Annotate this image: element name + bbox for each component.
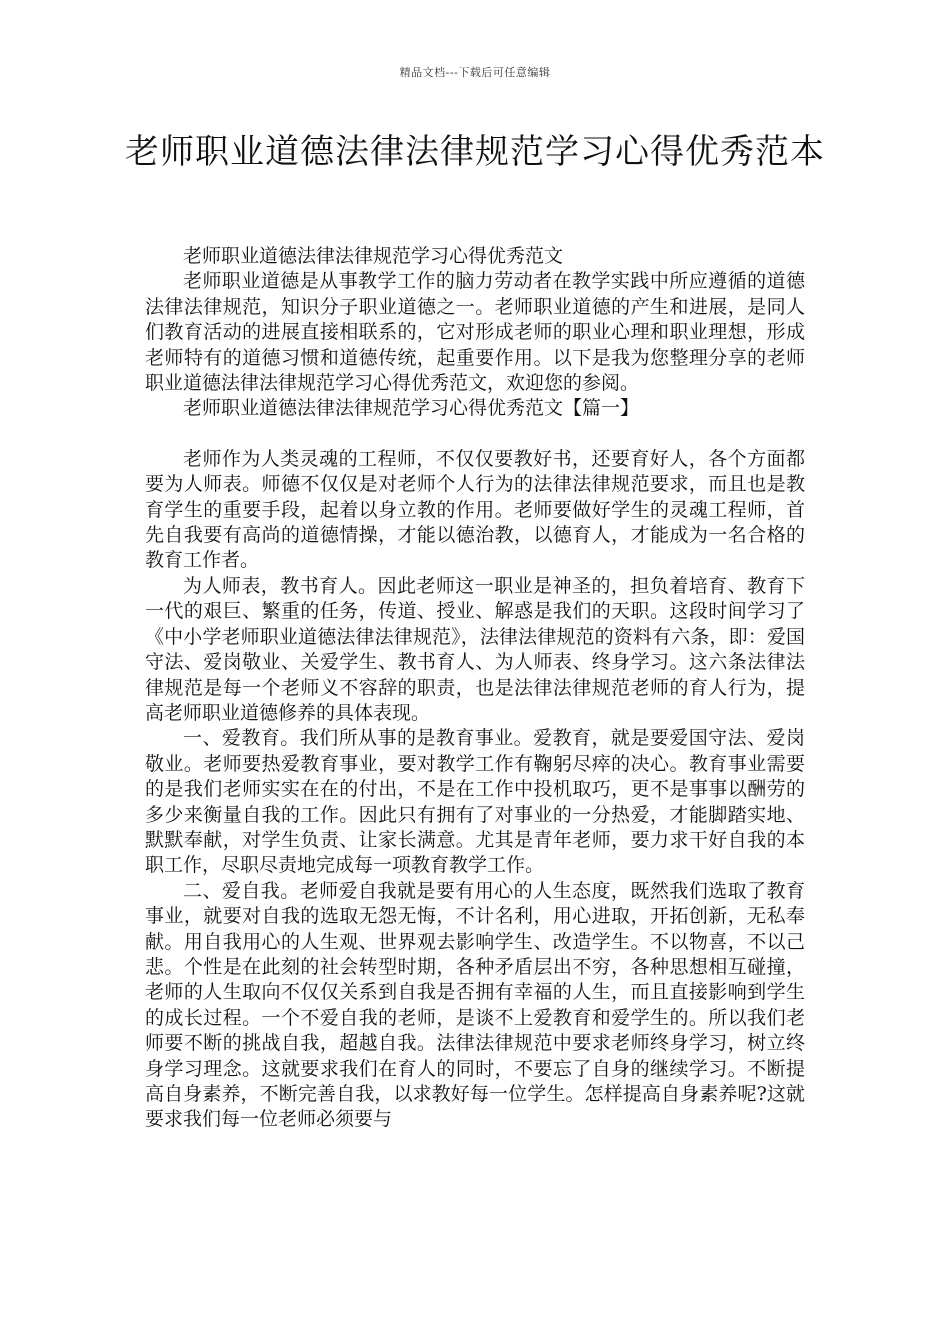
- header-note: 精品文档---下载后可任意编辑: [399, 66, 551, 79]
- paragraph-body: 二、爱自我。老师爱自我就是要有用心的人生态度，既然我们选取了教育事业，就要对自我的选取无怨无悔，不计名利，用心进取，开拓创新，无私奉献。用自我用心的人生观、世界观去影响学生、改造学生。不以物喜，不以己悲。个性是在此刻的社会转型时期，各种矛盾层出不穷，各种思想相互碰撞，老师的人生取向不仅仅关系到自我是否拥有幸福的人生，而且直接影响到学生的成长过程。一个不爱自我的老师，是谈不上爱教育和爱学生的。所以我们老师要不断的挑战自我，超越自我。法律法律规范中要求老师终身学习，树立终身学习理念。这就要求我们在育人的同时，不要忘了自身的继续学习。不断提高自身素养，不断完善自我，以求教好每一位学生。怎样提高自身素养呢?这就要求我们每一位老师必须要与: [145, 879, 805, 1131]
- document-body: [145, 244, 805, 1133]
- paragraph-body: 为人师表，教书育人。因此老师这一职业是神圣的，担负着培育、教育下一代的艰巨、繁重的任务，传道、授业、解惑是我们的天职。这段时间学习了《中小学老师职业道德法律法律规范》，法律法律规范的资料有六条，即：爱国守法、爱岗敬业、关爱学生、教书育人、为人师表、终身学习。这六条法律法律规范是每一个老师义不容辞的职责，也是法律法律规范老师的育人行为，提高老师职业道德修养的具体表现。: [145, 574, 805, 724]
- document-title: 老师职业道德法律法律规范学习心得优秀范本: [125, 132, 825, 172]
- paragraph-section-heading: 老师职业道德法律法律规范学习心得优秀范文【篇一】: [183, 397, 640, 420]
- paragraph-body: 一、爱教育。我们所从事的是教育事业。爱教育，就是要爱国守法、爱岗敬业。老师要热爱教育事业，要对教学工作有鞠躬尽瘁的决心。教育事业需要的是我们老师实实在在的付出，不是在工作中投机取巧，更不是事事以酬劳的多少来衡量自我的工作。因此只有拥有了对事业的一分热爱，才能脚踏实地、默默奉献，对学生负责、让家长满意。尤其是青年老师，要力求干好自我的本职工作，尽职尽责地完成每一项教育教学工作。: [145, 727, 805, 877]
- paragraph-intro: 老师职业道德是从事教学工作的脑力劳动者在教学实践中所应遵循的道德法律法律规范，知识分子职业道德之一。老师职业道德的产生和进展，是同人们教育活动的进展直接相联系的，它对形成老师的职业心理和职业理想，形成老师特有的道德习惯和道德传统，起重要作用。以下是我为您整理分享的老师职业道德法律法律规范学习心得优秀范文，欢迎您的参阅。: [145, 270, 805, 395]
- paragraph-body: 老师作为人类灵魂的工程师，不仅仅要教好书，还要育好人，各个方面都要为人师表。师德不仅仅是对老师个人行为的法律法律规范要求，而且也是教育学生的重要手段，起着以身立教的作用。老师要做好学生的灵魂工程师，首先自我要有高尚的道德情操，才能以德治教，以德育人，才能成为一名合格的教育工作者。: [145, 447, 805, 572]
- paragraph-subtitle: 老师职业道德法律法律规范学习心得优秀范文: [183, 245, 564, 267]
